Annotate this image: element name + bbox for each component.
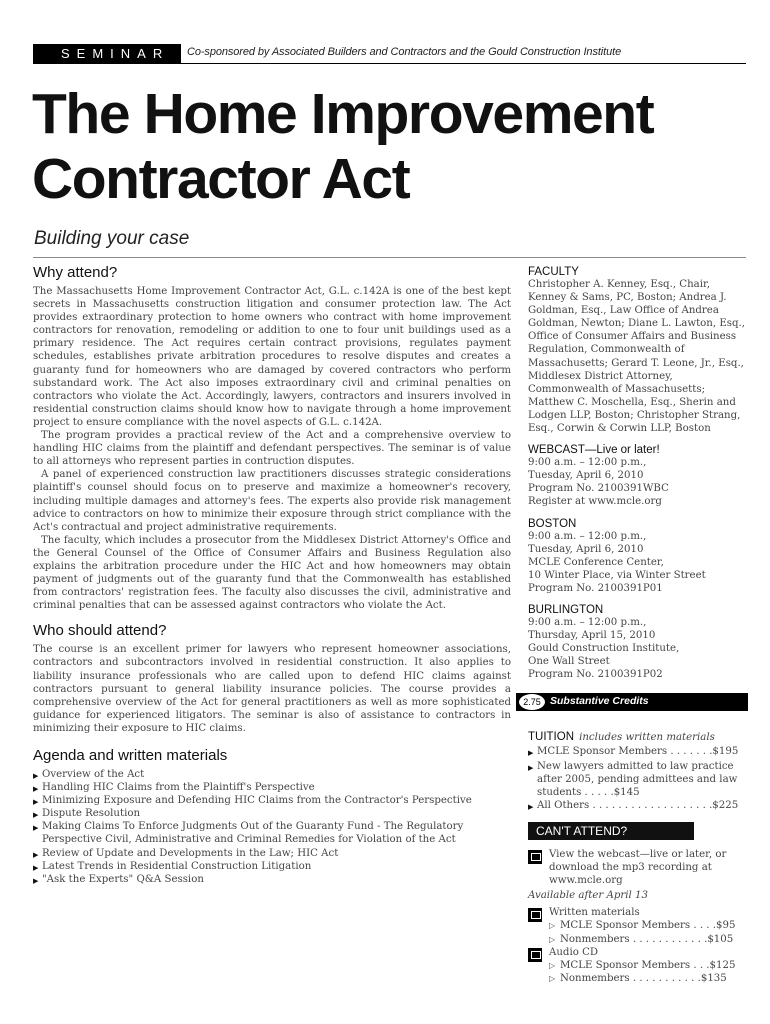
who-heading: Who should attend?	[33, 622, 167, 640]
webcast-line: Register at www.mcle.org	[528, 496, 662, 508]
document-icon	[528, 908, 542, 922]
burlington-heading: BURLINGTON	[528, 603, 604, 616]
title-line-2: Contractor Act	[32, 147, 410, 211]
boston-line: 9:00 a.m. – 12:00 p.m.,	[528, 530, 647, 542]
agenda-item: ▶ "Ask the Experts" Q&A Session	[33, 873, 511, 886]
audio-option	[528, 946, 748, 985]
agenda-heading: Agenda and written materials	[33, 747, 228, 764]
agenda-item: ▶ Dispute Resolution	[33, 807, 511, 820]
written-price: ▷ MCLE Sponsor Members . . . .$95	[549, 920, 736, 932]
credits-label: Substantive Credits	[550, 695, 649, 708]
divider	[33, 257, 746, 258]
burlington-line: One Wall Street	[528, 656, 610, 668]
audio-price: ▷ MCLE Sponsor Members . . .$125	[549, 959, 736, 971]
boston-line: 10 Winter Place, via Winter Street	[528, 569, 706, 581]
seminar-label: SEMINAR	[33, 44, 181, 64]
bullet-icon: ▶	[528, 802, 534, 811]
faculty-heading: FACULTY	[528, 266, 579, 278]
cant-attend-heading: CAN'T ATTEND?	[528, 822, 694, 840]
credits-number: 2.75	[519, 694, 545, 710]
outline-bullet-icon: ▷	[549, 960, 556, 970]
why-paragraph-1: The Massachusetts Home Improvement Contractor Act, G.L. c.142A is one of the best kept secrets in Massachusetts construction litigation and consumer protection law. The Act provides extraordinary protection to home owners who contract with home improvement contractors for renovation, remodeling or addition to one to four unit buildings used as a primary residence. The Act requires certain contract provisions, regulates payment schedules, establishes private arbitration procedures to resolve disputes and creates a guaranty fund for homeowners who are damaged by covered contractors who perform substandard work. The Act also imposes extraordinary civil and criminal penalties on contractors who violate the Act. Accordingly, lawyers, contractors and insurers involved in residential construction claims should know how to navigate through a home improvement project to ensure compliance with the novel aspects of G.L. c.142A.	[33, 286, 511, 428]
agenda-item: ▶ Overview of the Act	[33, 768, 511, 781]
tuition-item: ▶ MCLE Sponsor Members . . . . . . .$195	[528, 745, 748, 760]
tuition-item: ▶ All Others . . . . . . . . . . . . . . . . . . .$225	[528, 799, 748, 814]
boston-heading: BOSTON	[528, 517, 577, 530]
webcast-option-text: View the webcast—live or later, or download the mp3 recording at www.mcle.org	[549, 849, 727, 887]
boston-line: Tuesday, April 6, 2010	[528, 543, 644, 555]
bullet-icon: ▶	[528, 748, 534, 757]
why-heading: Why attend?	[33, 264, 118, 281]
webcast-line: Program No. 2100391WBC	[528, 483, 669, 495]
left-column	[33, 264, 511, 886]
boston-line: Program No. 2100391P01	[528, 582, 663, 594]
webcast-heading: WEBCAST—Live or later!	[528, 444, 660, 457]
outline-bullet-icon: ▷	[549, 921, 556, 931]
agenda-list	[33, 768, 511, 886]
written-label: Written materials	[549, 907, 640, 919]
boston-line: MCLE Conference Center,	[528, 556, 664, 568]
cd-icon	[528, 948, 542, 962]
tuition-heading: TUITION	[528, 731, 574, 744]
who-paragraph: The course is an excellent primer for lawyers who represent homeowner associations, contractors and subcontractors involved in residential construction. It also applies to liability insurance professionals who are called upon to defend HIC claims against contractors pursuant to general liability insurance policies. The course provides a comprehensive overview of the Act for general practitioners as well as more sophisticated guidance for experienced litigators. The seminar is also of assistance to contractors in minimizing their exposure to HIC claims.	[33, 644, 511, 734]
burlington-line: Thursday, April 15, 2010	[528, 630, 656, 642]
agenda-item: ▶ Handling HIC Claims from the Plaintiff's Perspective	[33, 781, 511, 794]
burlington-line: Program No. 2100391P02	[528, 669, 663, 681]
tuition-note: includes written materials	[579, 732, 715, 744]
credits-banner	[516, 693, 748, 711]
faculty-text: Christopher A. Kenney, Esq., Chair, Kenney & Sams, PC, Boston; Andrea J. Goldman, Esq., Law Office of Andrea Goldman, Newton; Diane L. Lawton, Esq., Office of Consumer Affairs and Business Regulation, Commonwealth of Massachusetts; Gerard T. Leone, Jr., Esq., Middlesex District Attorney, Commonwealth of Massachusetts; Matthew C. Moschella, Esq., Sherin and Lodgen LLP, Boston; Christopher Strang, Esq., Corwin & Corwin LLP, Boston	[528, 279, 746, 435]
agenda-item: ▶ Minimizing Exposure and Defending HIC Claims from the Contractor's Perspective	[33, 794, 511, 807]
why-paragraph-4: The faculty, which includes a prosecutor from the Middlesex District Attorney's Office and the General Counsel of the Office of Consumer Affairs and Business Regulation also explains the arbitration procedure under the HIC Act and how homeowners may obtain payment of judgments out of the guaranty fund that the Commonwealth has established from contractors' registration fees. The faculty also discusses the civil, administrative and criminal penalties that can be assessed against contractors who violate the Act.	[33, 534, 511, 612]
tuition-heading-row	[528, 725, 748, 744]
agenda-item: ▶ Latest Trends in Residential Construction Litigation	[33, 860, 511, 873]
cosponsor-text: Co-sponsored by Associated Builders and Contractors and the Gould Construction Institute	[187, 46, 622, 58]
outline-bullet-icon: ▷	[549, 973, 556, 983]
header-bar	[33, 44, 746, 64]
why-paragraph-2: The program provides a practical review of the Act and a comprehensive overview to handling HIC claims from the plaintiff and defendant perspectives. The seminar is of value to all attorneys who represent parties in contruction disputes.	[33, 430, 511, 468]
tuition-item: ▶ New lawyers admitted to law practice after 2005, pending admittees and law students . . . . .$145	[528, 760, 738, 798]
bullet-icon: ▶	[528, 763, 534, 772]
written-price: ▷ Nonmembers . . . . . . . . . . . .$105	[549, 933, 734, 945]
audio-price: ▷ Nonmembers . . . . . . . . . . .$135	[549, 972, 727, 984]
burlington-line: Gould Construction Institute,	[528, 643, 680, 655]
audio-label: Audio CD	[549, 946, 599, 958]
why-paragraph-3: A panel of experienced construction law practitioners discusses strategic considerations plaintiff's counsel should focus on to preserve and maximize a homeowner's recovery, including multiple damages and attorney's fees. The experts also provide risk management advice to contractors on how to minimize their exposure through strict compliance with the Act's contractual and project administrative requirements.	[33, 469, 511, 533]
outline-bullet-icon: ▷	[549, 934, 556, 944]
page-title	[32, 82, 653, 212]
webcast-line: Tuesday, April 6, 2010	[528, 470, 644, 482]
webcast-option	[528, 848, 748, 887]
webcast-line: 9:00 a.m. – 12:00 p.m.,	[528, 457, 647, 469]
written-option	[528, 906, 748, 945]
agenda-item: ▶ Review of Update and Developments in the Law; HIC Act	[33, 847, 511, 860]
burlington-line: 9:00 a.m. – 12:00 p.m.,	[528, 616, 647, 628]
subtitle: Building your case	[34, 228, 190, 249]
right-column	[523, 266, 748, 985]
monitor-icon	[528, 850, 542, 864]
title-line-1: The Home Improvement	[32, 82, 654, 146]
agenda-item: ▶ Making Claims To Enforce Judgments Out of the Guaranty Fund - The Regulatory Perspective Civil, Administrative and Criminal Remedies for Violation of the Act	[33, 820, 511, 846]
header-rule	[181, 63, 746, 64]
available-note: Available after April 13	[528, 890, 648, 902]
